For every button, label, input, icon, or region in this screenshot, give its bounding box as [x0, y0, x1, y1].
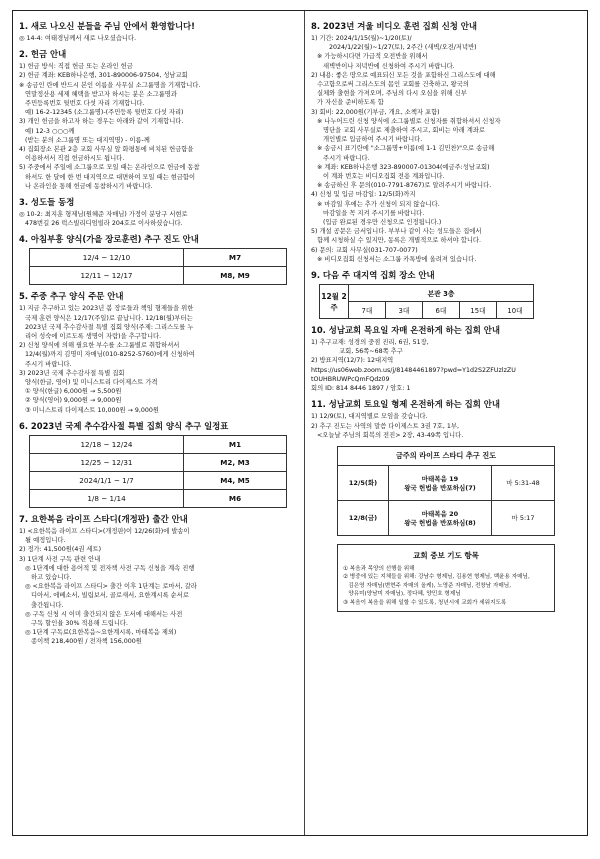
section-district-venue — [311, 269, 581, 319]
venue-place: 10대 — [497, 302, 534, 319]
text-line: ② 양식(영어) 9,000원 → 9,000원 — [19, 397, 122, 405]
text-line: ③ 복음이 복음을 위해 일할 수 있도록, 청년시에 교회가 세워지도록 — [343, 599, 507, 606]
text-line: 디아서, 에베소서, 빌립보서, 골로새서, 요한계시록 순서로 — [19, 592, 189, 600]
life-book: 마태복음 20 — [421, 509, 459, 518]
section-body — [19, 527, 299, 647]
schedule-table — [29, 248, 287, 285]
venue-place: 3대 — [386, 302, 423, 319]
text-line: 3) 개인 헌금을 하고자 하는 경우는 아래와 같이 기재합니다. — [19, 118, 184, 126]
venue-table — [319, 284, 534, 319]
text-line: 1) <요한복음 라이프 스타디>(개정판)이 12/26(화)에 발송이 — [19, 527, 190, 535]
section-member-news — [19, 196, 299, 228]
text-line: (입금 완료된 경우만 신청으로 인정됩니다.) — [311, 219, 442, 227]
text-line: ※ 가능하시다면 가급적 오전반을 위해서 — [311, 53, 428, 61]
schedule-date: 12/25 ~ 12/31 — [30, 453, 184, 471]
text-line: 3) 회비: 22,000원(기부금, 개요, 소책자 포함) — [311, 108, 440, 116]
text-line: 1) 추구교재: 성경의 중점 진리, 6권, 51장, — [311, 339, 429, 347]
text-line: ◎ 구독 신청 시 이미 출간되지 않은 도서에 대해서는 사전 — [19, 610, 183, 618]
section-body — [311, 34, 581, 264]
text-line: tOUHBRUWPcQmFQdz09 — [311, 375, 390, 383]
text-line: 종이책 218,400원 / 전자책 156,000원 — [19, 638, 142, 646]
section-title: 10. 성남교회 목요일 자매 온전하게 하는 집회 안내 — [311, 325, 500, 336]
venue-week: 12월 2주 — [320, 285, 349, 319]
section-title: 4. 아침부흥 양식(가을 장로훈련) 추구 진도 안내 — [19, 234, 199, 245]
schedule-value: M1 — [184, 435, 287, 453]
section-body — [311, 412, 581, 440]
text-line: ① 복음과 목양의 선행을 위해 — [343, 565, 415, 572]
schedule-value: M2, M3 — [184, 453, 287, 471]
section-title: 5. 주중 추구 양식 주문 안내 — [19, 291, 124, 302]
right-column — [311, 17, 581, 831]
life-verse: 마 5:17 — [492, 500, 555, 535]
text-line: ※ 송금시 표기란에 "소그룹명+이름(예 1-1 김민찬)"으로 송금해 — [311, 145, 495, 153]
life-topic: 왕국 헌법을 반포하심(8) — [404, 518, 476, 527]
text-line: 이용하셔서 직접 헌금하시도 됩니다. — [19, 155, 125, 163]
text-line: 실체와 출현을 가져오며, 주님의 다시 오심을 위해 신부 — [311, 90, 467, 98]
text-line: 나 온라인을 통해 헌금에 동참하시기 바랍니다. — [19, 182, 153, 190]
text-line: 2023년 국제 추수감사절 특별 집회 양식(주제: 그리스도를 누 — [19, 323, 194, 331]
text-line: 하고 있습니다. — [19, 573, 72, 581]
venue-place: 6대 — [423, 302, 460, 319]
text-line: 1) 헌금 방식: 직접 헌금 또는 온라인 헌금 — [19, 63, 133, 71]
schedule-date: 12/4 ~ 12/10 — [30, 249, 184, 267]
schedule-value: M6 — [184, 489, 287, 507]
text-line: ※ 송금하신 후 문의(010-7791-8767)로 알려주시기 바랍니다. — [311, 182, 492, 190]
text-line: 예) 12-3 ○○○께 — [19, 127, 75, 135]
section-title: 2. 헌금 안내 — [19, 49, 67, 60]
schedule-date: 1/8 ~ 1/14 — [30, 489, 184, 507]
section-thursday-meeting — [311, 324, 581, 393]
section-body — [19, 62, 299, 191]
text-line: 김은영 자매님(변현주 자매의 올케), 노영준 자매님, 전창남 자매님, — [343, 582, 511, 589]
table-row — [30, 435, 287, 453]
section-body — [311, 338, 581, 393]
text-line: 교회, 56쪽~68쪽 추구 — [311, 348, 403, 356]
section-saturday-meeting — [311, 398, 581, 440]
text-line: 연말정산용 세제 혜택을 받고자 하시는 분은 소그룹명과 — [19, 90, 177, 98]
life-study-title: 금주의 라이프 스타디 추구 진도 — [338, 446, 555, 465]
venue-place: 15대 — [460, 302, 497, 319]
text-line: 5) 개설 공문은 금서입니다. 부부나 같이 사는 성도들은 집에서 — [311, 228, 482, 236]
section-thanksgiving-schedule — [19, 420, 299, 508]
table-row — [338, 465, 555, 500]
section-title: 7. 요한복음 라이프 스타디(개정판) 출간 안내 — [19, 513, 188, 524]
text-line: 6) 문의: 교회 사무실(031-707-0077) — [311, 246, 418, 254]
text-line: ※ 마감일 후에는 추가 신청이 되지 않습니다. — [311, 200, 440, 208]
text-line: 2) 신청 양식에 의해 필요한 부수를 소그룹별로 취합하셔서 — [19, 342, 180, 350]
prayer-body — [343, 565, 549, 607]
text-line: ◎ 14-4: 여태경님께서 새로 나오셨습니다. — [19, 35, 137, 42]
venue-place: 7대 — [349, 302, 386, 319]
life-topic: 왕국 헌법을 반포하심(7) — [404, 483, 476, 492]
section-title: 11. 성남교회 토요일 형제 온전하게 하는 집회 안내 — [311, 399, 500, 410]
section-welcome — [19, 20, 299, 43]
text-line: 이 계좌 번호는 비디오집회 전용 계좌입니다. — [311, 173, 445, 181]
section-title: 3. 성도들 동정 — [19, 197, 75, 208]
text-line: ◎ 10-2: 최지훈 형제님(원혜준 자매님) 가정이 분당구 서현로 — [19, 211, 188, 219]
text-line: 양식(한글, 영어) 및 미니스트리 다이제스트 가격 — [19, 379, 158, 387]
text-line: 12/4(월)까지 김명미 자매님(010-8252-5760)에게 신청하여 — [19, 351, 195, 359]
life-study-table — [337, 446, 555, 536]
table-row — [30, 267, 287, 285]
text-line: ◎ <요한복음 라이프 스타디> 출간 이후 1단계는 로마서, 갈라 — [19, 583, 197, 591]
text-line: 1) 지금 추구하고 있는 2023년 봄 장로들과 책임 형제들을 위한 — [19, 305, 194, 313]
text-line: <오늘날 주님의 회복의 전진> 2장, 43-49쪽 입니다. — [311, 431, 464, 439]
text-line: 주시기 바랍니다. — [311, 154, 370, 162]
section-body — [19, 34, 299, 43]
left-column — [19, 17, 299, 831]
text-line: 새벽반이나 저녁반에 신청하여 주시기 바랍니다. — [311, 62, 455, 70]
schedule-date: 12/18 ~ 12/24 — [30, 435, 184, 453]
text-line: 2) 헌금 계좌: KEB하나은행, 301-890006-97504, 성남교회 — [19, 72, 188, 80]
text-line: ※ 비디오집회 신청서는 소그룹 카톡방에 올려져 있습니다. — [311, 255, 477, 263]
schedule-table — [29, 435, 287, 508]
text-line: 1) 기간: 2024/1/15(월)~1/20(토)/ — [311, 35, 412, 42]
text-line: 함께 시청하실 수 있지만, 동록은 개별적으로 하셔야 합니다. — [311, 237, 482, 245]
text-line: 2) 정가: 41,500원(4권 세트) — [19, 546, 102, 554]
text-line: 3) 1단계 사전 구독 관련 안내 — [19, 555, 101, 563]
section-offering — [19, 48, 299, 191]
text-line: 될 예정입니다. — [19, 537, 66, 545]
schedule-value: M8, M9 — [184, 267, 287, 285]
text-line: 가 자신을 준비하도록 함 — [311, 99, 384, 107]
text-line: (받는 분의 소그룹명 또는 대지역명) - 이름-께 — [19, 136, 150, 144]
text-line: 양유미(양남미 자매님), 정다혜, 양민호 형제님 — [343, 591, 461, 598]
text-line: 예) 16-2-12345 (소그룹명)-(주민등록 뒷번호 다섯 자리) — [19, 109, 184, 117]
section-weekday-order — [19, 290, 299, 414]
text-line: ② 병중에 있는 지체들을 위해: 강남수 형제님, 김용현 형제님, 백윤용 자매님, — [343, 574, 530, 581]
text-line: ※ 계좌: KEB하나은행 323-890007-01304(예금주:성남교회) — [311, 163, 490, 171]
text-line: ③ 미니스트리 다이제스트 10,000원 → 9,000원 — [19, 406, 159, 414]
text-line: ◎ 1단계 구독료(요한복음~요한계시록, 마태복음 제외) — [19, 629, 177, 637]
text-line: 478번길 26 럭스빌리디엄빌라 204호로 이사하셨습니다. — [19, 220, 183, 228]
table-row — [30, 489, 287, 507]
text-line: 리어 성숙에 이르도록 생명이 자람)을 추구합니다. — [19, 333, 162, 341]
text-line: 명단을 교회 사무실로 제출하여 주시고, 회비는 아래 계좌로 — [311, 127, 486, 135]
section-morning-revival — [19, 233, 299, 285]
life-date: 12/8(금) — [338, 500, 389, 535]
text-line: 구독 할인율 30% 적용해 드립니다. — [19, 619, 129, 627]
text-line: 2) 방표지역(12/7): 12대지역 — [311, 357, 394, 365]
text-line: 2) 추구 진도는 사역의 말씀 다이제스트 3권 7호, 1부, — [311, 422, 459, 430]
text-line: 3) 2023년 국제 추수감사절 특별 집회 — [19, 369, 125, 377]
text-line: 5) 주중에서 주일에 소그룹으로 모일 때는 온라인으로 헌금에 동참 — [19, 164, 200, 172]
section-life-study-release — [19, 513, 299, 647]
prayer-box — [337, 544, 555, 612]
section-video-training — [311, 20, 581, 264]
text-line: 하셔도 한 달에 한 번 대지역으로 대면하여 모일 때는 현금함이 — [19, 173, 196, 181]
schedule-date: 12/11 ~ 12/17 — [30, 267, 184, 285]
life-verse: 마 5:31-48 — [492, 465, 555, 500]
section-body — [19, 210, 299, 228]
section-title: 6. 2023년 국제 추수감사절 특별 집회 양식 추구 일정표 — [19, 420, 229, 431]
text-line: https://us06web.zoom.us/j/81484461897?pwd=Y1d2S2ZFUzlzZU — [311, 366, 516, 374]
text-line: 마감일을 꼭 지켜 주시기를 바랍니다. — [311, 209, 425, 217]
bulletin-page — [12, 10, 588, 836]
text-line: 수고함으로써 그리스도의 몸인 교회를 건축하고, 왕국의 — [311, 81, 469, 89]
prayer-title: 교회 중보 기도 항목 — [413, 550, 479, 560]
section-title: 9. 다음 주 대지역 집회 장소 안내 — [311, 270, 435, 281]
text-line: 2) 내용: 좋은 땅으로 예표되신 모든 것을 포함하신 그리스도에 대해 — [311, 71, 496, 79]
table-row — [30, 471, 287, 489]
text-line: 주민등록번호 뒷번호 다섯 자리 기재합니다. — [19, 100, 145, 108]
table-row — [30, 249, 287, 267]
text-line: ※ 나누어드린 신청 양식에 소그룹별로 신청자를 취합하셔서 신청자 — [311, 117, 501, 125]
text-line: 4) 신청 및 입금 마감일: 12/5(화)까지 — [311, 191, 416, 199]
text-line: 출간됩니다. — [19, 601, 64, 609]
schedule-date: 2024/1/1 ~ 1/7 — [30, 471, 184, 489]
text-line: 주시기 바랍니다. — [19, 360, 72, 368]
column-divider — [304, 11, 305, 835]
text-line: 4) 집회장소 본관 2층 교회 사무실 앞 화평통에 비치된 헌금함을 — [19, 146, 194, 154]
text-line: ◎ 1단계에 대한 용어적 및 전자책 사전 구독 신청을 계속 진행 — [19, 564, 195, 572]
venue-hall: 본관 3층 — [349, 285, 534, 302]
section-title: 8. 2023년 겨울 비디오 훈련 집회 신청 안내 — [311, 21, 477, 31]
text-line: 개인별로 입금하여 주시기 바랍니다. — [311, 136, 423, 144]
text-line: ※ 송금인 란에 반드시 본인 이름을 사무실 소그룹명을 기재합니다. — [19, 81, 201, 89]
text-line: 2024/1/22(월)~1/27(토), 2주간 (새벽/오전/저녁반) — [311, 44, 477, 52]
section-body — [19, 304, 299, 414]
section-title: 1. 새로 나오신 분들을 주님 안에서 환영합니다! — [19, 21, 195, 31]
text-line: 회의 ID: 814 8446 1897 / 암호: 1 — [311, 385, 411, 393]
table-row — [338, 500, 555, 535]
life-date: 12/5(화) — [338, 465, 389, 500]
text-line: ① 양식(한글) 6,000원 → 5,500원 — [19, 388, 122, 396]
schedule-value: M4, M5 — [184, 471, 287, 489]
text-line: 국제 훈련 양식은 12/17(주일)로 끝납니다. 12/18(월)부터는 — [19, 314, 193, 322]
schedule-value: M7 — [184, 249, 287, 267]
life-book: 마태복음 19 — [421, 474, 459, 483]
table-row — [30, 453, 287, 471]
text-line: 1) 12/9(토), 대지역별로 모임을 갖습니다. — [311, 413, 428, 421]
